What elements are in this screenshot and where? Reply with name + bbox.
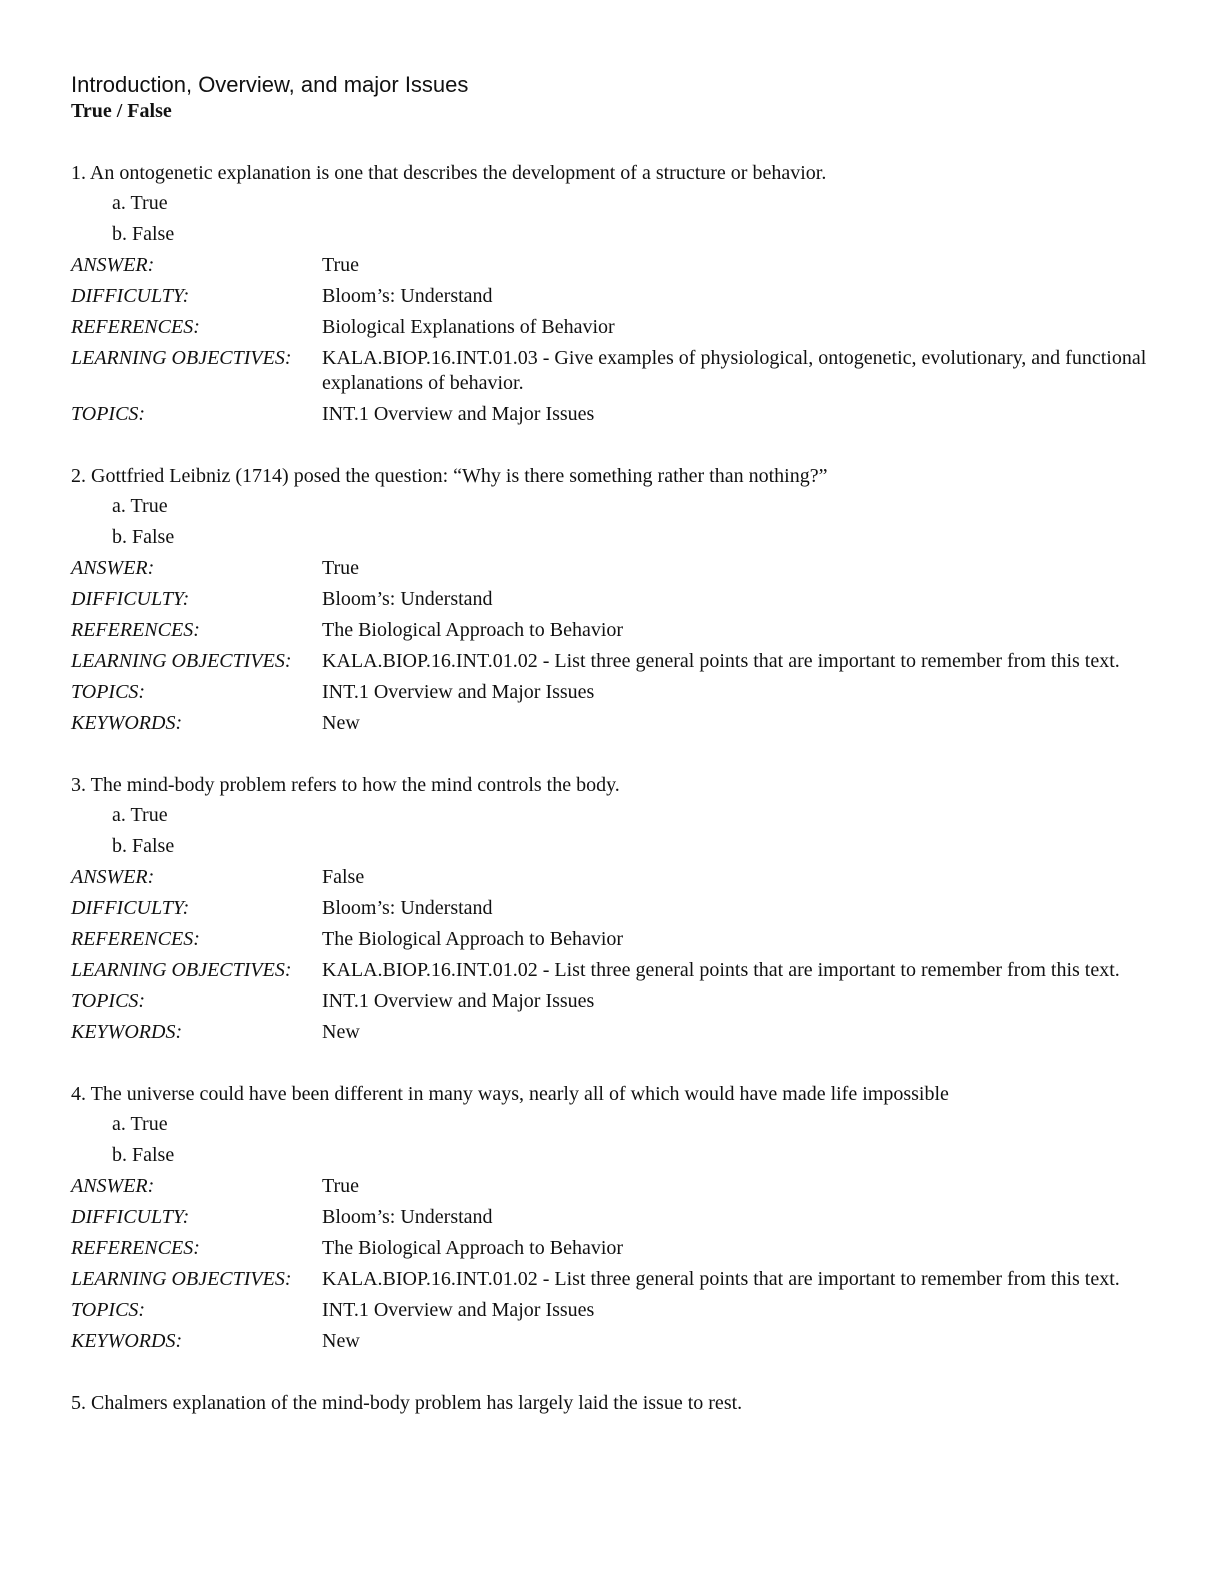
option-false: b. False xyxy=(112,223,175,245)
option-false: b. False xyxy=(112,835,175,857)
question-5 xyxy=(71,1388,1151,1418)
topics-value: INT.1 Overview and Major Issues xyxy=(322,681,595,703)
references-label: REFERENCES: xyxy=(71,1237,200,1259)
learning-objectives-label: LEARNING OBJECTIVES: xyxy=(71,959,292,981)
answer-value: True xyxy=(322,254,360,276)
question-metadata xyxy=(71,1171,1151,1357)
answer-label: ANSWER: xyxy=(71,866,155,888)
references-value: The Biological Approach to Behavior xyxy=(322,1237,624,1259)
learning-objectives-label: LEARNING OBJECTIVES: xyxy=(71,1268,292,1290)
learning-objectives-value: KALA.BIOP.16.INT.01.02 - List three general points that are important to remember from this text. xyxy=(322,650,1120,672)
question-2 xyxy=(71,461,1151,739)
answer-label: ANSWER: xyxy=(71,557,155,579)
answer-options xyxy=(71,800,1151,862)
question-metadata xyxy=(71,862,1151,1048)
references-value: The Biological Approach to Behavior xyxy=(322,928,624,950)
keywords-label: KEYWORDS: xyxy=(71,1330,183,1352)
references-value: The Biological Approach to Behavior xyxy=(322,619,624,641)
difficulty-label: DIFFICULTY: xyxy=(71,588,190,610)
difficulty-value: Bloom’s: Understand xyxy=(322,285,493,307)
option-true: a. True xyxy=(112,804,168,826)
answer-value: False xyxy=(322,866,365,888)
keywords-label: KEYWORDS: xyxy=(71,1021,183,1043)
keywords-value: New xyxy=(322,712,360,734)
question-metadata xyxy=(71,553,1151,739)
answer-label: ANSWER: xyxy=(71,254,155,276)
question-4 xyxy=(71,1079,1151,1357)
answer-value: True xyxy=(322,557,360,579)
references-label: REFERENCES: xyxy=(71,619,200,641)
answer-value: True xyxy=(322,1175,360,1197)
learning-objectives-value: KALA.BIOP.16.INT.01.03 - Give examples of physiological, ontogenetic, evolutionary, and functional explanations of behavior. xyxy=(322,347,1147,394)
references-label: REFERENCES: xyxy=(71,316,200,338)
keywords-value: New xyxy=(322,1021,360,1043)
keywords-value: New xyxy=(322,1330,360,1352)
question-stem: 5. Chalmers explanation of the mind-body problem has largely laid the issue to rest. xyxy=(71,1392,743,1414)
question-metadata xyxy=(71,250,1151,430)
document-page xyxy=(71,72,1151,1418)
learning-objectives-label: LEARNING OBJECTIVES: xyxy=(71,650,292,672)
option-false: b. False xyxy=(112,526,175,548)
difficulty-value: Bloom’s: Understand xyxy=(322,588,493,610)
option-true: a. True xyxy=(112,1113,168,1135)
difficulty-value: Bloom’s: Understand xyxy=(322,1206,493,1228)
question-stem: 4. The universe could have been different in many ways, nearly all of which would have made life impossible xyxy=(71,1083,949,1105)
option-true: a. True xyxy=(112,192,168,214)
question-stem: 3. The mind-body problem refers to how the mind controls the body. xyxy=(71,774,620,796)
difficulty-label: DIFFICULTY: xyxy=(71,897,190,919)
section-subtitle: True / False xyxy=(71,100,172,122)
difficulty-label: DIFFICULTY: xyxy=(71,1206,190,1228)
topics-value: INT.1 Overview and Major Issues xyxy=(322,403,595,425)
question-stem: 2. Gottfried Leibniz (1714) posed the question: “Why is there something rather than nothing?” xyxy=(71,465,828,487)
topics-value: INT.1 Overview and Major Issues xyxy=(322,1299,595,1321)
answer-options xyxy=(71,1109,1151,1171)
answer-label: ANSWER: xyxy=(71,1175,155,1197)
difficulty-label: DIFFICULTY: xyxy=(71,285,190,307)
question-3 xyxy=(71,770,1151,1048)
learning-objectives-value: KALA.BIOP.16.INT.01.02 - List three general points that are important to remember from this text. xyxy=(322,959,1120,981)
document-title: Introduction, Overview, and major Issues xyxy=(71,72,469,97)
topics-value: INT.1 Overview and Major Issues xyxy=(322,990,595,1012)
option-true: a. True xyxy=(112,495,168,517)
learning-objectives-label: LEARNING OBJECTIVES: xyxy=(71,347,292,369)
question-1 xyxy=(71,158,1151,430)
option-false: b. False xyxy=(112,1144,175,1166)
references-label: REFERENCES: xyxy=(71,928,200,950)
question-stem: 1. An ontogenetic explanation is one that describes the development of a structure or behavior. xyxy=(71,162,827,184)
answer-options xyxy=(71,491,1151,553)
topics-label: TOPICS: xyxy=(71,681,146,703)
references-value: Biological Explanations of Behavior xyxy=(322,316,615,338)
difficulty-value: Bloom’s: Understand xyxy=(322,897,493,919)
topics-label: TOPICS: xyxy=(71,1299,146,1321)
keywords-label: KEYWORDS: xyxy=(71,712,183,734)
topics-label: TOPICS: xyxy=(71,403,146,425)
topics-label: TOPICS: xyxy=(71,990,146,1012)
learning-objectives-value: KALA.BIOP.16.INT.01.02 - List three general points that are important to remember from this text. xyxy=(322,1268,1120,1290)
answer-options xyxy=(71,188,1151,250)
